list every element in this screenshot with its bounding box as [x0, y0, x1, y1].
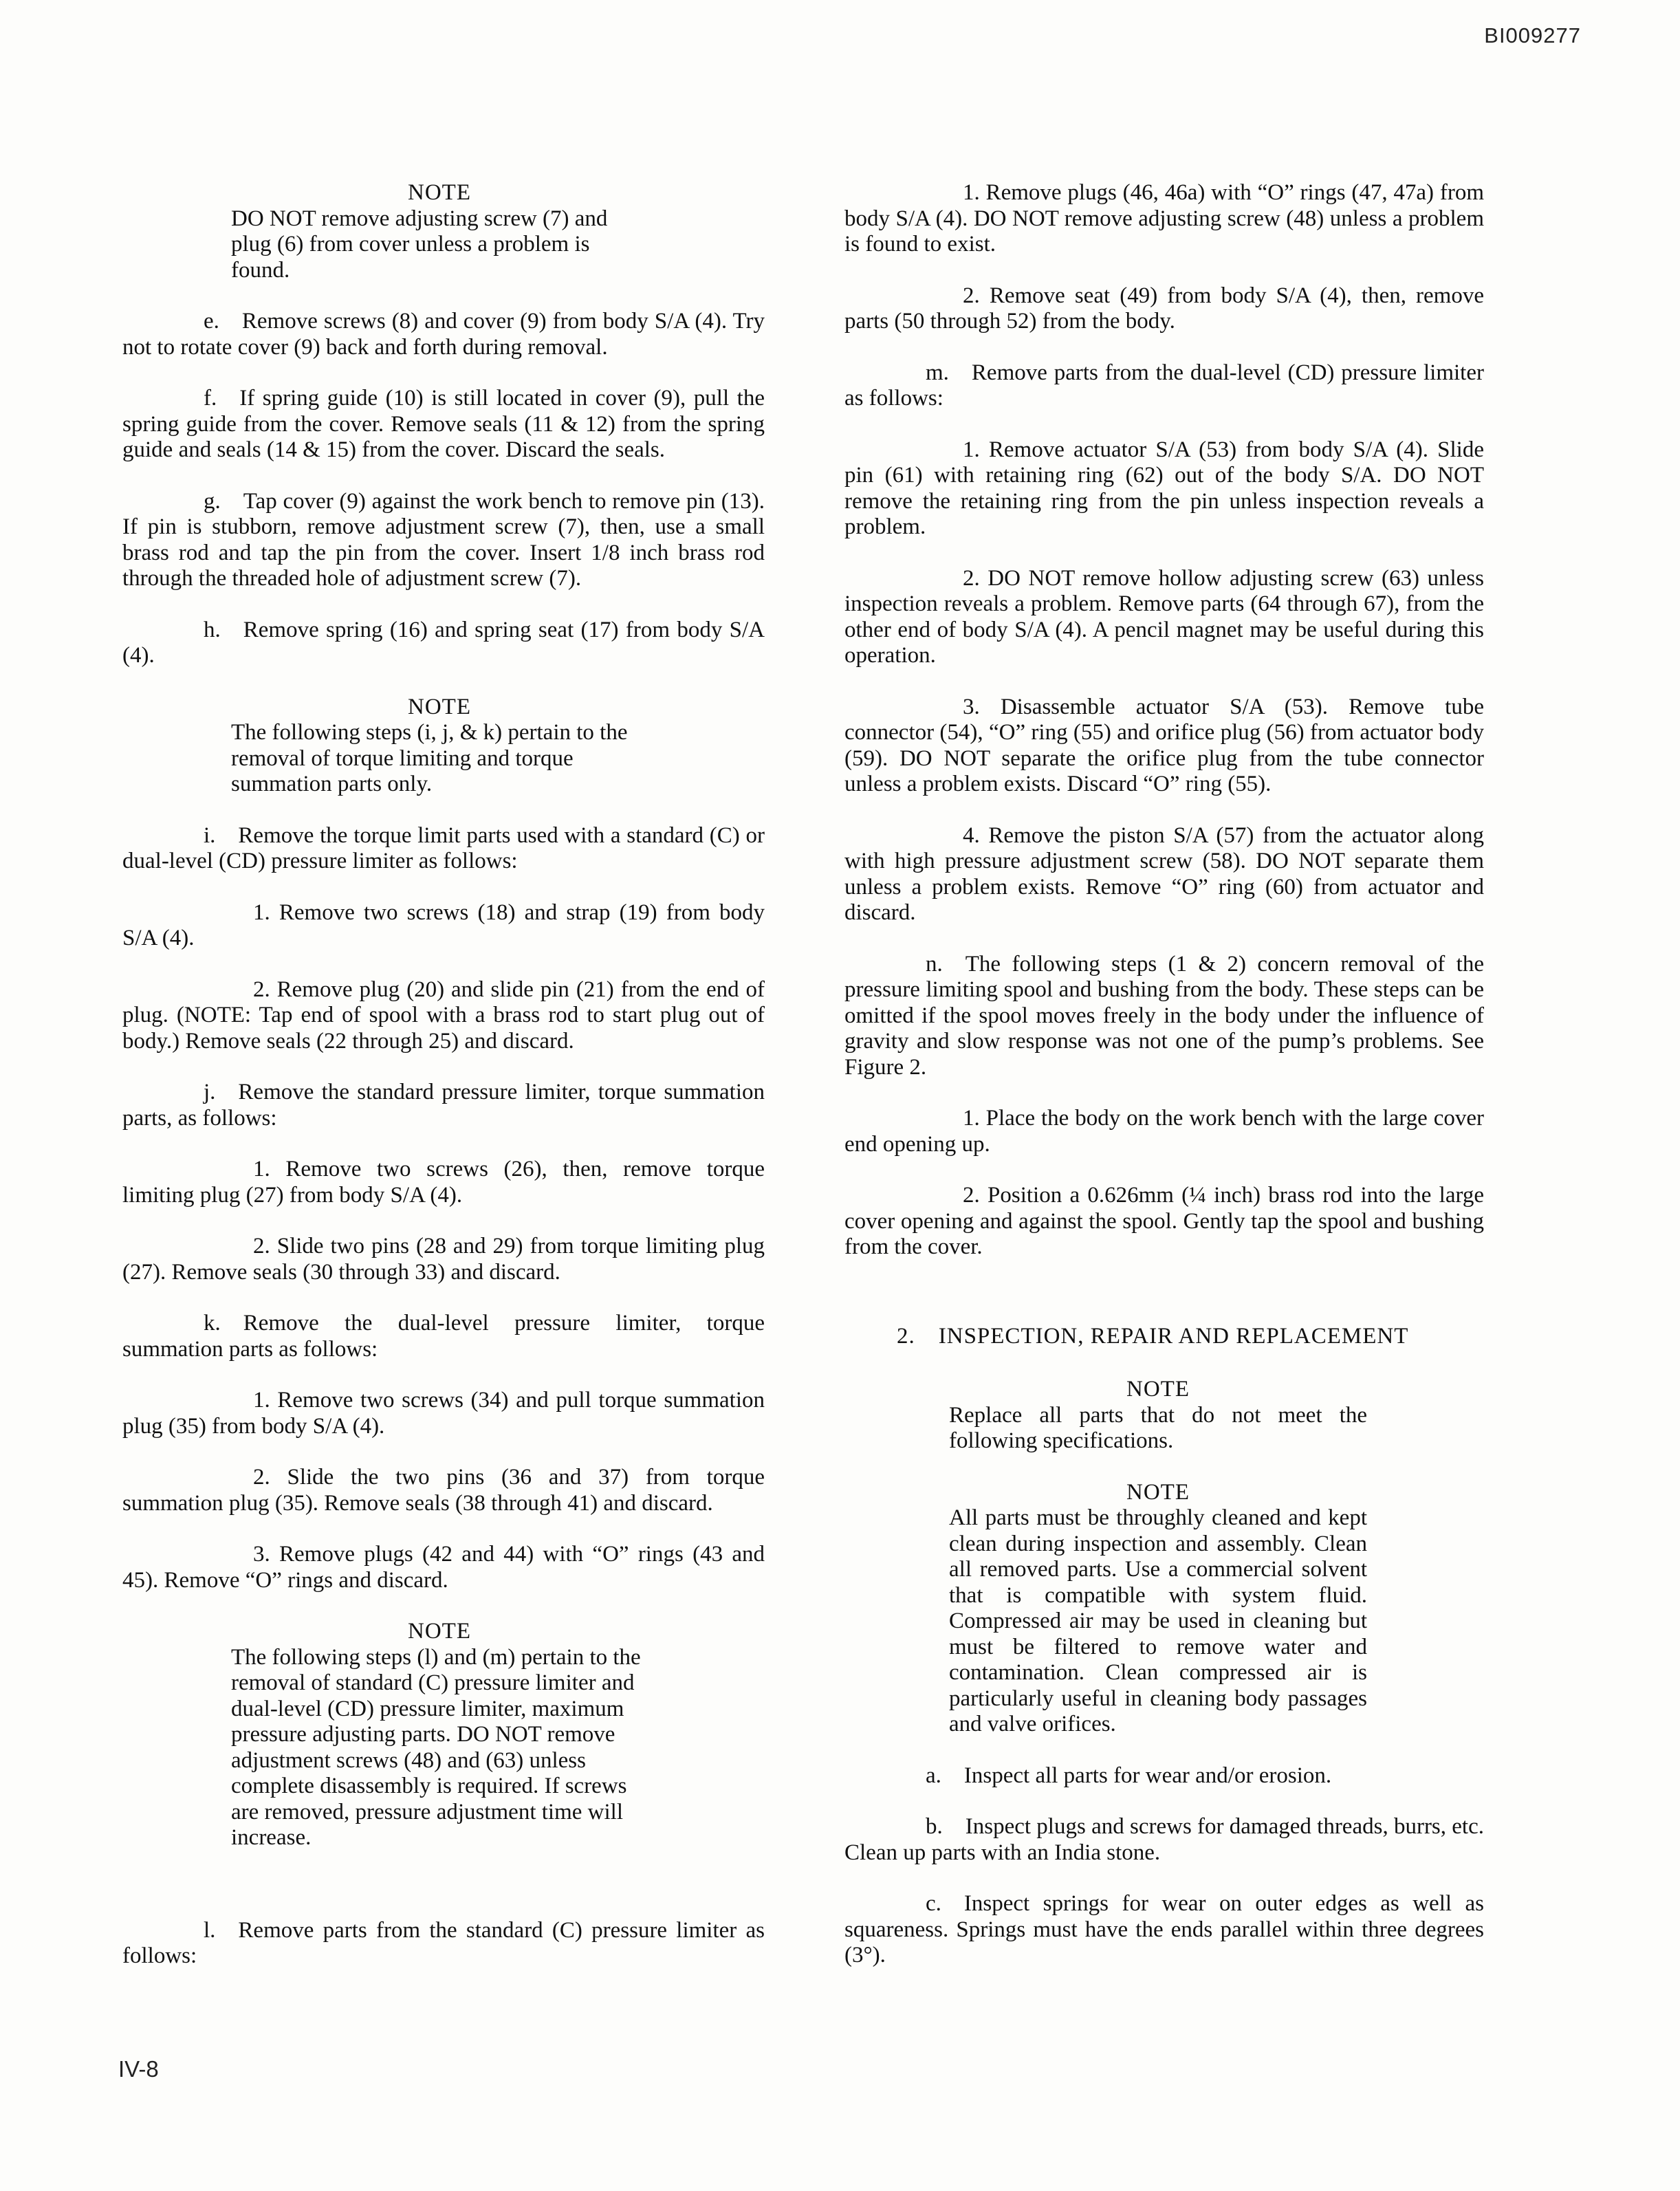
- note-title: NOTE: [408, 1619, 471, 1644]
- step-2a: a. Inspect all parts for wear and/or erosion.: [926, 1763, 1332, 1788]
- step-n-2: 2. Position a 0.626mm (¼ inch) brass rod into the large cover opening and against the spool. Gently tap the spool and bushing from the cover.: [844, 1183, 1484, 1259]
- step-m-1: 1. Remove actuator S/A (53) from body S/A (4). Slide pin (61) with retaining ring (62) out of the body S/A. DO NOT remove the retaining ring from the pin unless inspection reveals a problem.: [844, 437, 1484, 539]
- step-l-2: 2. Remove seat (49) from body S/A (4), then, remove parts (50 through 52) from the body.: [844, 283, 1484, 334]
- step-k-2: 2. Slide the two pins (36 and 37) from torque summation plug (35). Remove seals (38 through 41) and discard.: [122, 1465, 765, 1516]
- step-l: l. Remove parts from the standard (C) pressure limiter as follows:: [122, 1917, 765, 1968]
- step-n: n. The following steps (1 & 2) concern removal of the pressure limiting spool and bushing from the body. These steps can be omitted if the spool moves freely in the body under the influence of gravity and slow response was not one of the pump’s problems. See Figure 2.: [844, 951, 1484, 1080]
- step-f: f. If spring guide (10) is still located in cover (9), pull the spring guide from the cover. Remove seals (11 & 12) from the spring guide and seals (14 & 15) from the cover. Discard the seals.: [122, 386, 765, 462]
- spacer: [122, 1877, 765, 1918]
- note-text: The following steps (i, j, & k) pertain to the removal of torque limiting and torque summation parts only.: [231, 720, 628, 796]
- page-number: IV-8: [118, 2056, 159, 2082]
- note-title: NOTE: [1126, 1479, 1190, 1505]
- document-id: BI009277: [1484, 23, 1581, 47]
- note-box: [949, 1377, 1367, 1454]
- step-n-1: 1. Place the body on the work bench with the large cover end opening up.: [844, 1106, 1484, 1157]
- step-i-2: 2. Remove plug (20) and slide pin (21) from the end of plug. (NOTE: Tap end of spool with a brass rod to start plug out of body.) Remove seals (22 through 25) and discard.: [122, 977, 765, 1054]
- step-g: g. Tap cover (9) against the work bench to remove pin (13). If pin is stubborn, remove adjustment screw (7), then, use a small brass rod and tap the pin from the cover. Insert 1/8 inch brass rod through the threaded hole of adjustment screw (7).: [122, 488, 765, 591]
- note-title: NOTE: [1126, 1377, 1190, 1402]
- note-box: [231, 180, 648, 283]
- step-2b: b. Inspect plugs and screws for damaged threads, burrs, etc. Clean up parts with an India stone.: [844, 1814, 1484, 1865]
- note-box: [231, 695, 648, 798]
- step-i-1: 1. Remove two screws (18) and strap (19) from body S/A (4).: [122, 900, 765, 950]
- note-text: The following steps (l) and (m) pertain to the removal of standard (C) pressure limiter and dual-level (CD) pressure limiter, maximum pressure adjusting parts. DO NOT remove adjustment screws (48) and (63) unless complete disassembly is required. If screws are removed, pressure adjustment time will increase.: [231, 1644, 641, 1850]
- step-h: h. Remove spring (16) and spring seat (17) from body S/A (4).: [122, 617, 765, 668]
- step-m: m. Remove parts from the dual-level (CD) pressure limiter as follows:: [844, 360, 1484, 411]
- step-k-3: 3. Remove plugs (42 and 44) with “O” rings (43 and 45). Remove “O” rings and discard.: [122, 1542, 765, 1593]
- step-2c: c. Inspect springs for wear on outer edges as well as squareness. Springs must have the ends parallel within three degrees (3°).: [844, 1891, 1484, 1967]
- section-heading: 2. INSPECTION, REPAIR AND REPLACEMENT: [897, 1323, 1409, 1349]
- step-e: e. Remove screws (8) and cover (9) from body S/A (4). Try not to rotate cover (9) back and forth during removal.: [122, 309, 765, 360]
- step-m-3: 3. Disassemble actuator S/A (53). Remove tube connector (54), “O” ring (55) and orifice plug (56) from actuator body (59). DO NOT separate the orifice plug from the tube connector unless a problem exists. Discard “O” ring (55).: [844, 694, 1484, 796]
- note-title: NOTE: [408, 180, 471, 205]
- note-text: Replace all parts that do not meet the following specifications.: [949, 1402, 1367, 1453]
- note-text: DO NOT remove adjusting screw (7) and plug (6) from cover unless a problem is found.: [231, 206, 608, 283]
- step-j: j. Remove the standard pressure limiter, torque summation parts, as follows:: [122, 1080, 765, 1131]
- left-column: [122, 180, 765, 1995]
- right-column: [844, 180, 1484, 1994]
- note-title: NOTE: [408, 694, 471, 719]
- step-i: i. Remove the torque limit parts used with a standard (C) or dual-level (CD) pressure limiter as follows:: [122, 822, 765, 873]
- note-text: All parts must be throughly cleaned and kept clean during inspection and assembly. Clean all removed parts. Use a commercial solvent that is compatible with system fluid. Compressed air may be used in cleaning but must be filtered to remove water and contamination. Clean compressed air is particularly useful in cleaning body passages and valve orifices.: [949, 1505, 1367, 1736]
- step-k: k. Remove the dual-level pressure limiter, torque summation parts as follows:: [122, 1311, 765, 1362]
- step-m-4: 4. Remove the piston S/A (57) from the actuator along with high pressure adjustment screw (58). DO NOT separate them unless a problem exists. Remove “O” ring (60) from actuator and discard.: [844, 822, 1484, 925]
- step-j-2: 2. Slide two pins (28 and 29) from torque limiting plug (27). Remove seals (30 through 33) and discard.: [122, 1234, 765, 1285]
- step-l-1: 1. Remove plugs (46, 46a) with “O” rings (47, 47a) from body S/A (4). DO NOT remove adjusting screw (48) unless a problem is found to exist.: [844, 180, 1484, 257]
- note-box: [949, 1480, 1367, 1738]
- note-box: [231, 1619, 648, 1851]
- step-m-2: 2. DO NOT remove hollow adjusting screw (63) unless inspection reveals a problem. Remove parts (64 through 67), from the other end of body S/A (4). A pencil magnet may be useful during this operation.: [844, 565, 1484, 668]
- step-j-1: 1. Remove two screws (26), then, remove torque limiting plug (27) from body S/A (4).: [122, 1157, 765, 1208]
- step-k-1: 1. Remove two screws (34) and pull torque summation plug (35) from body S/A (4).: [122, 1388, 765, 1439]
